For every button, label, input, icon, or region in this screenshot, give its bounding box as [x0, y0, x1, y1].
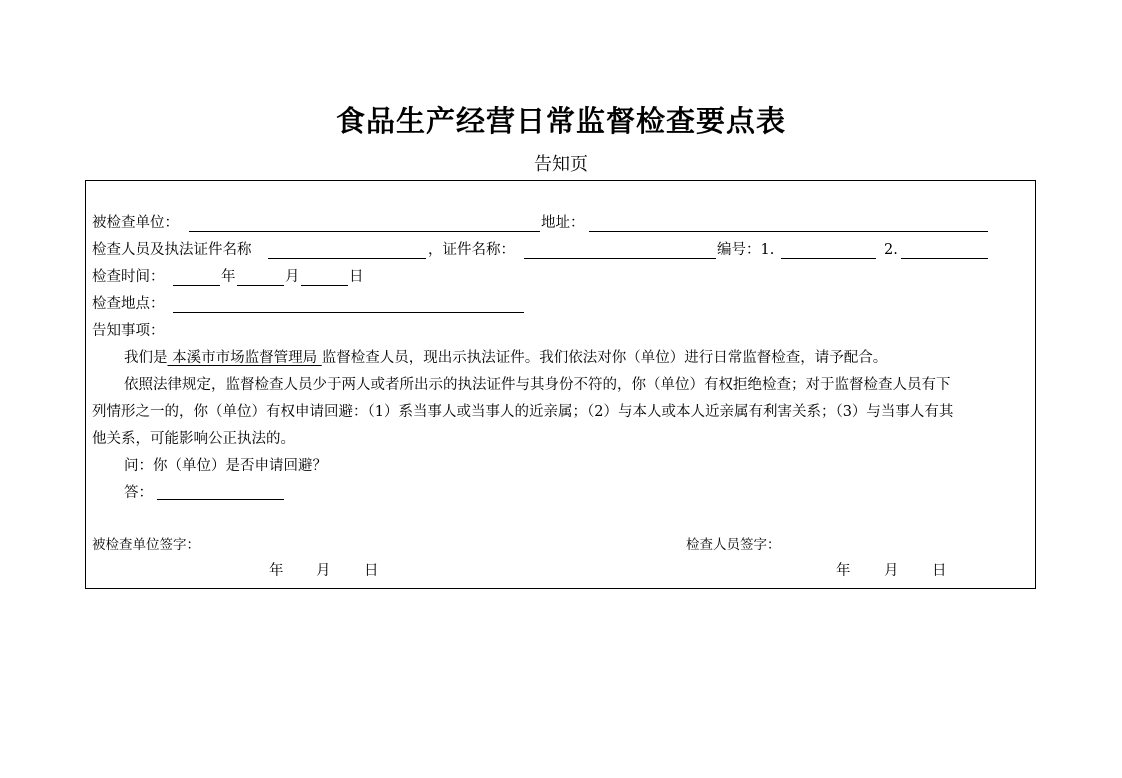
page-title: 食品生产经营日常监督检查要点表 [335, 104, 786, 138]
month-field[interactable] [237, 285, 284, 286]
address-label: 地址： [541, 215, 585, 231]
cert-name-field[interactable] [524, 258, 716, 259]
recusal-question: 问：你（单位）是否申请回避？ [124, 458, 327, 474]
inspector-sign-day: 日 [932, 563, 947, 579]
unit-sign-day: 日 [364, 563, 379, 579]
inspected-unit-field[interactable] [189, 231, 540, 232]
statement-paragraph [124, 348, 887, 368]
address-field[interactable] [589, 231, 988, 232]
inspectors-label: 检查人员及执法证件名称 [92, 242, 252, 258]
notice-form [85, 180, 1036, 589]
year-field[interactable] [173, 285, 220, 286]
law-paragraph-line-3: 他关系，可能影响公正执法的。 [92, 431, 295, 447]
page-subtitle: 告知页 [534, 154, 588, 175]
number-2-field[interactable] [901, 258, 988, 259]
time-label: 检查时间： [92, 269, 165, 285]
cert-name-label: ，证件名称： [428, 242, 515, 258]
inspected-unit-label: 被检查单位： [92, 215, 179, 231]
place-label: 检查地点： [92, 296, 165, 312]
statement-prefix: 我们是 [124, 350, 168, 366]
statement-suffix: 监督检查人员，现出示执法证件。我们依法对你（单位）进行日常监督检查，请予配合。 [321, 350, 888, 366]
unit-sign-month: 月 [316, 563, 331, 579]
law-paragraph-line-2: 列情形之一的，你（单位）有权申请回避：（1）系当事人或当事人的近亲属；（2）与本人或本人近亲属有利害关系；（3）与当事人有其 [92, 404, 954, 420]
answer-field[interactable] [157, 499, 284, 500]
inspector-sign-month: 月 [884, 563, 899, 579]
number-label: 编号：1. [717, 242, 775, 258]
year-label: 年 [221, 269, 236, 285]
law-paragraph-line-1: 依照法律规定，监督检查人员少于两人或者所出示的执法证件与其身份不符的，你（单位）有权拒绝检查；对于监督检查人员有下 [124, 377, 951, 393]
inspector-sign-year: 年 [836, 563, 851, 579]
month-label: 月 [285, 269, 300, 285]
agency-name: 本溪市市场监督管理局 [167, 350, 322, 366]
day-field[interactable] [301, 285, 348, 286]
inspectors-field[interactable] [268, 258, 426, 259]
unit-signature-label: 被检查单位签字： [92, 537, 200, 553]
place-field[interactable] [173, 312, 524, 313]
number-2-label: 2. [884, 242, 898, 258]
day-label: 日 [349, 269, 364, 285]
unit-sign-year: 年 [269, 563, 284, 579]
answer-label: 答： [124, 485, 153, 501]
inspector-signature-label: 检查人员签字： [686, 537, 781, 553]
number-1-field[interactable] [781, 258, 876, 259]
notice-label: 告知事项： [92, 323, 165, 339]
